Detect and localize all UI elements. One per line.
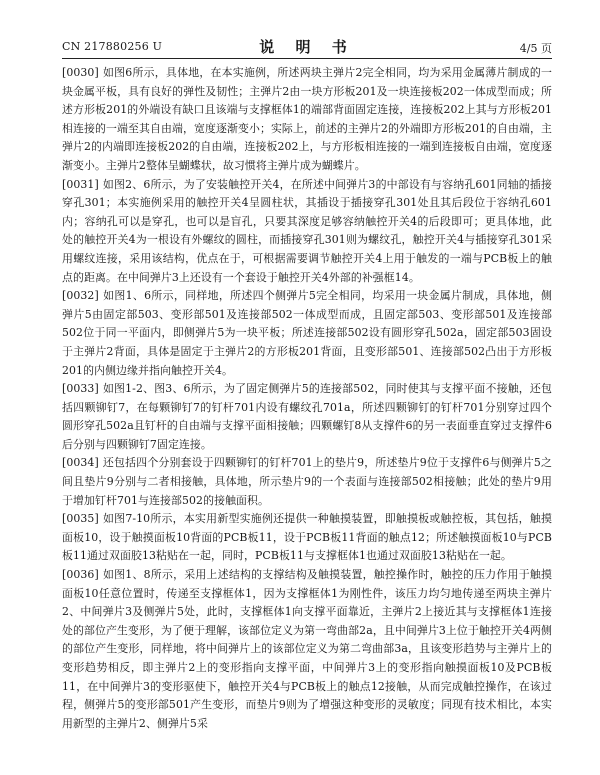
paragraph-0034 <box>62 454 552 510</box>
paragraph-0033 <box>62 380 552 454</box>
paragraph-number: [0035] <box>62 512 99 526</box>
paragraph-0032 <box>62 287 552 380</box>
document-title: 说 明 书 <box>259 38 355 56</box>
paragraph-number: [0032] <box>62 289 99 303</box>
page-header <box>62 36 552 56</box>
paragraph-text: 还包括四个分别套设于四颗铆钉的钉杆701上的垫片9，所述垫片9位于支撑件6与侧弹片5之间且垫片9分别与二者相接触，具体地，所示垫片9的一个表面与连接部502相接触；此处的垫片9用于增加钉杆701与连接部502的接触面积。 <box>62 456 552 507</box>
paragraph-text: 如图1-2、图3、6所示，为了固定侧弹片5的连接部502，同时使其与支撑平面不接触，还包括四颗铆钉7，在每颗铆钉7的钉杆701内设有螺纹孔701a，所述四颗铆钉的钉杆701分别穿过四个圆形穿孔502a且钉杆的自由端与支撑平面相接触；四颗螺钉8从支撑件6的另一表面垂直穿过支撑件6后分别与四颗铆钉7固定连接。 <box>62 382 552 451</box>
paragraph-text: 如图1、8所示，采用上述结构的支撑结构及触摸装置，触控操作时，触控的压力作用于触摸面板10任意位置时，传递至支撑框体1，因为支撑框体1为刚性件，该压力均匀地传递至两块主弹片2、中间弹片3及侧弹片5处，此时，支撑框体1向支撑平面靠近，主弹片2上接近其与支撑框体1连接处的部位产生变形，为了便于理解，该部位定义为第一弯曲部2a，且中间弹片3上位于触控开关4两侧的部位产生变形，同样地，将中间弹片上的该部位定义为第二弯曲部3a，且该变形趋势与主弹片上的变形趋势相反，即主弹片2上的变形指向支撑平面，中间弹片3上的变形指向触摸面板10及PCB板11，在中间弹片3的变形驱使下，触控开关4与PCB板上的触点12接触，从而完成触控操作，在该过程，侧弹片5的变形部501产生变形，而垫片9则为了增强这种变形的灵敏度；同现有技术相比，本实用新型的主弹片2、侧弹片5采 <box>62 568 552 730</box>
paragraph-number: [0033] <box>62 382 99 396</box>
patent-number: CN 217880256 U <box>62 40 163 53</box>
paragraph-text: 如图6所示，具体地，在本实施例，所述两块主弹片2完全相同，均为采用金属薄片制成的一块金属平板，具有良好的弹性及韧性；主弹片2由一块方形板201及一块连接板202一体成型而成；所述方形板201的外端设有缺口且该端与支撑框体1的端部背面固定连接，连接板202上其与方形板201相连接的一端至其自由端，宽度逐渐变小；实际上，前述的主弹片2的外端即方形板201的自由端，主弹片2的内端即连接板202的自由端，连接板202上，与方形板相连接的一端到连接板自由端，宽度逐渐变小。主弹片2整体呈蝴蝶状，故习惯将主弹片成为蝴蝶片。 <box>62 66 552 172</box>
paragraph-text: 如图1、6所示，同样地，所述四个侧弹片5完全相同，均采用一块金属片制成，具体地，侧弹片5由固定部503、变形部501及连接部502一体成型而成，且固定部503、变形部501及连接部502位于同一平面内，即侧弹片5为一块平板；所述连接部502设有圆形穿孔502a，固定部503固设于主弹片2背面，具体是固定于主弹片2的方形板201背面，且变形部501、连接部502凸出于方形板201的内侧边缘并指向触控开关4。 <box>62 289 552 377</box>
paragraph-number: [0034] <box>62 456 99 470</box>
paragraph-0030 <box>62 64 552 176</box>
paragraph-0031 <box>62 176 552 288</box>
paragraph-0036 <box>62 566 552 733</box>
header-divider <box>62 58 552 59</box>
paragraph-number: [0030] <box>62 66 99 79</box>
paragraph-text: 如图2、6所示，为了安装触控开关4，在所述中间弹片3的中部设有与容纳孔601同轴的插接穿孔301；本实施例采用的触控开关4呈圆柱状，其插设于插接穿孔301处且其后段位于容纳孔601内；容纳孔可以是穿孔，也可以是盲孔，只要其深度足够容纳触控开关4的后段即可；更具体地，此处的触控开关4为一根设有外螺纹的圆柱，而插接穿孔301则为螺纹孔，触控开关4与插接穿孔301采用螺纹连接，采用该结构，优点在于，可根据需要调节触控开关4上用于触发的一端与PCB板上的触点的距离。在中间弹片3上还设有一个套设于触控开关4外部的补强框14。 <box>62 177 552 284</box>
page-number: 4/5 页 <box>519 42 552 55</box>
description-body <box>62 64 552 771</box>
paragraph-0035 <box>62 510 552 566</box>
paragraph-number: [0031] <box>62 177 99 191</box>
paragraph-number: [0036] <box>62 568 99 582</box>
paragraph-text: 如图7-10所示，本实用新型实施例还提供一种触摸装置，即触摸板或触控板，其包括，触摸面板10，设于触摸面板10背面的PCB板11，设于PCB板11背面的触点12；所述触摸面板10与PCB板11通过双面胶13粘贴在一起，同时，PCB板11与支撑框体1也通过双面胶13粘贴在一起。 <box>62 512 552 563</box>
